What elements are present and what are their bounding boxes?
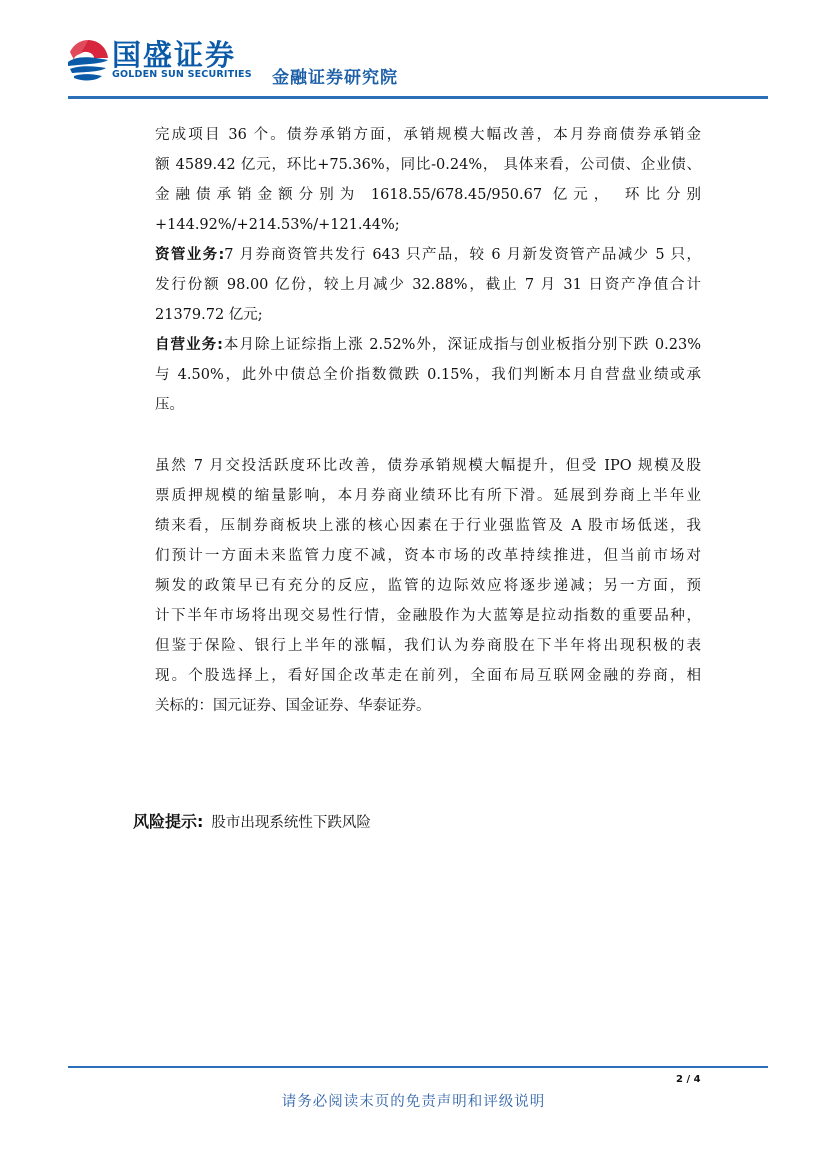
paragraph-line: 发行份额 98.00 亿份，较上月减少 32.88%，截止 7 月 31 日资产净值合计 [155, 277, 701, 293]
paragraph-line: 票质押规模的缩量影响，本月券商业绩环比有所下滑。延展到券商上半年业 [155, 488, 701, 504]
paragraph-line: 频发的政策早已有充分的反应，监管的边际效应将逐步递减；另一方面，预 [155, 578, 701, 594]
paragraph-gap [155, 420, 701, 451]
institute-name: 金融证券研究院 [272, 68, 398, 88]
risk-warning [133, 809, 371, 832]
risk-text: 股市出现系统性下跌风险 [211, 815, 371, 831]
paragraph-line: 关标的：国元证券、国金证券、华泰证券。 [155, 698, 431, 714]
logo-wordmark-en: GOLDEN SUN SECURITIES [112, 69, 252, 80]
paragraph-line: 与 4.50%，此外中债总全价指数微跌 0.15%，我们判断本月自营盘业绩或承 [155, 367, 701, 383]
paragraph-line: 虽然 7 月交投活跃度环比改善，债券承销规模大幅提升，但受 IPO 规模及股 [155, 458, 701, 474]
paragraph-line: 完成项目 36 个。债券承销方面，承销规模大幅改善，本月券商债券承销金 [155, 127, 701, 143]
report-body [155, 120, 701, 721]
disclaimer-note: 请务必阅读末页的免责声明和评级说明 [281, 1094, 546, 1110]
footer-divider [68, 1066, 768, 1068]
asset-mgmt-label: 资管业务: [155, 247, 225, 263]
paragraph-line: 金融债承销金额分别为 1618.55/678.45/950.67 亿元， 环比分别 [155, 187, 701, 203]
paragraph-line: 额 4589.42 亿元，环比+75.36%，同比-0.24%， 具体来看，公司债、企业债、 [155, 157, 701, 173]
page-number: 2 / 4 [676, 1074, 701, 1085]
page-header [0, 0, 827, 100]
paragraph-line: 压。 [155, 397, 184, 413]
paragraph-line: 们预计一方面未来监管力度不减，资本市场的改革持续推进，但当前市场对 [155, 548, 701, 564]
proprietary-label: 自营业务: [155, 337, 223, 353]
proprietary-line [155, 330, 701, 360]
paragraph-line: 计下半年市场将出现交易性行情，金融股作为大蓝筹是拉动指数的重要品种， [155, 608, 701, 624]
logo-wordmark-cn: 国盛证券 [112, 38, 237, 72]
header-divider [68, 96, 768, 99]
paragraph-line: 现。个股选择上，看好国企改革走在前列，全面布局互联网金融的券商，相 [155, 668, 701, 684]
paragraph-line: +144.92%/+214.53%/+121.44%; [155, 217, 400, 233]
asset-mgmt-text: 7 月券商资管共发行 643 只产品，较 6 月新发资管产品减少 5 只， [224, 247, 701, 263]
risk-label: 风险提示: [133, 812, 204, 831]
asset-mgmt-line [155, 240, 701, 270]
paragraph-line: 绩来看，压制券商板块上涨的核心因素在于行业强监管及 A 股市场低迷，我 [155, 518, 701, 534]
golden-sun-logo-icon [66, 38, 110, 84]
paragraph-line: 21379.72 亿元; [155, 307, 263, 323]
paragraph-line: 但鉴于保险、银行上半年的涨幅，我们认为券商股在下半年将出现积极的表 [155, 638, 701, 654]
proprietary-text: 本月除上证综指上涨 2.52%外，深证成指与创业板指分别下跌 0.23% [222, 337, 701, 353]
